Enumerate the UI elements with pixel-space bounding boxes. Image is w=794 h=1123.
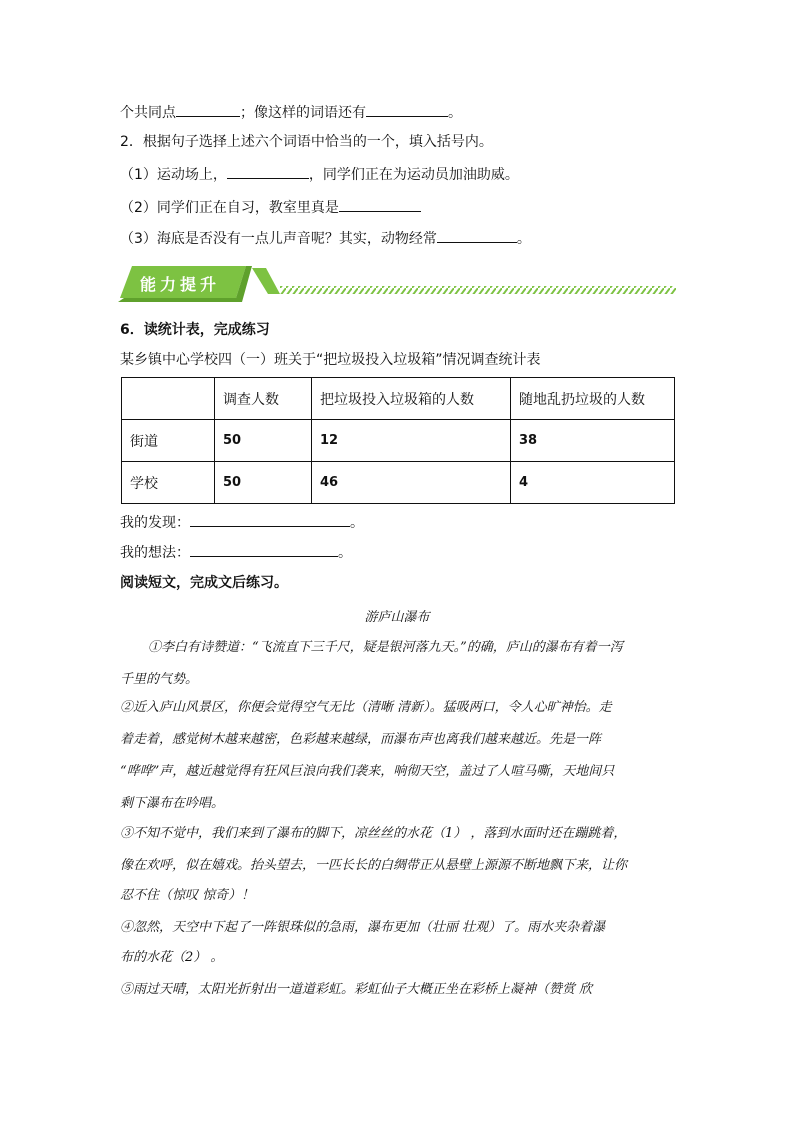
- table-caption: 某乡镇中心学校四（一）班关于“把垃圾投入垃圾箱”情况调查统计表: [120, 352, 541, 368]
- passage-line: 布的水花（2） 。: [120, 950, 224, 965]
- text: ，同学们正在为运动员加油助威。: [308, 167, 519, 183]
- passage-line: ④忽然，天空中下起了一阵银珠似的急雨，瀑布更加（壮丽 壮观）了。雨水夹杂着瀑: [120, 920, 606, 935]
- table-row: [122, 420, 675, 462]
- passage-line: “哗哗”声，越近越觉得有狂风巨浪向我们袭来，响彻天空，盖过了人喧马嘶，天地间只: [120, 764, 615, 779]
- passage-line: 剩下瀑布在吟唱。: [120, 796, 225, 811]
- text: 。: [448, 105, 462, 121]
- question-1-tail: [120, 102, 462, 123]
- section-banner: [118, 264, 678, 304]
- text: 。: [516, 231, 531, 247]
- question-2-item-2: [120, 197, 421, 218]
- passage-line: ②近入庐山风景区，你便会觉得空气无比（清晰 清新）。猛吸两口，令人心旷神怡。走: [120, 700, 612, 715]
- answer-blank[interactable]: [176, 102, 240, 117]
- table-row: [122, 462, 675, 504]
- table-header-cell: 把垃圾投入垃圾箱的人数: [312, 378, 511, 420]
- idea-line: [120, 542, 352, 563]
- table-header-row: [122, 378, 675, 420]
- banner-label: 能力提升: [140, 275, 221, 294]
- question-2-item-1: [120, 164, 519, 185]
- finding-blank[interactable]: [190, 512, 350, 527]
- table-cell: 12: [312, 420, 511, 462]
- text: 我的想法：: [120, 545, 190, 561]
- table-cell: 4: [511, 462, 675, 504]
- passage-line: ③不知不觉中，我们来到了瀑布的脚下，凉丝丝的水花（1） ，落到水面时还在蹦跳着，: [120, 826, 627, 841]
- passage-line: ⑤雨过天晴，太阳光折射出一道道彩虹。彩虹仙子大概正坐在彩桥上凝神（赞赏 欣: [120, 982, 593, 997]
- text: ；像这样的词语还有: [240, 105, 366, 121]
- passage-line: 忍不住（惊叹 惊奇）！: [120, 888, 255, 903]
- text: 。: [338, 545, 352, 561]
- answer-blank[interactable]: [366, 102, 448, 117]
- text: 我的发现：: [120, 515, 190, 531]
- question-6-title: 6．读统计表，完成练习: [120, 322, 270, 338]
- table-header-cell: 调查人数: [215, 378, 312, 420]
- table-cell: 46: [312, 462, 511, 504]
- text: 个共同点: [120, 105, 176, 121]
- table-cell: 38: [511, 420, 675, 462]
- text: （3）海底是否没有一点儿声音呢？其实，动物经常: [120, 231, 437, 247]
- answer-blank[interactable]: [227, 164, 309, 179]
- table-cell-label: 学校: [122, 462, 215, 504]
- passage-line: 千里的气势。: [120, 672, 199, 687]
- text: （1）运动场上，: [120, 167, 227, 183]
- passage-line: ①李白有诗赞道：“飞流直下三千尺，疑是银河落九天。”的确，庐山的瀑布有着一泻: [148, 640, 623, 655]
- table-header-cell: 随地乱扔垃圾的人数: [511, 378, 675, 420]
- question-2-item-3: [120, 228, 531, 249]
- finding-line: [120, 512, 364, 533]
- table-header-cell: [122, 378, 215, 420]
- table-cell-label: 街道: [122, 420, 215, 462]
- passage-line: 着走着，感觉树木越来越密，色彩越来越绿，而瀑布声也离我们越来越近。先是一阵: [120, 732, 602, 747]
- table-cell: 50: [215, 462, 312, 504]
- passage-title: 游庐山瀑布: [364, 610, 430, 625]
- answer-blank[interactable]: [339, 197, 421, 212]
- question-2-title: 2．根据句子选择上述六个词语中恰当的一个，填入括号内。: [120, 134, 493, 150]
- text: 。: [350, 515, 364, 531]
- reading-instruction: 阅读短文，完成文后练习。: [120, 575, 288, 591]
- answer-blank[interactable]: [437, 228, 517, 243]
- idea-blank[interactable]: [190, 542, 338, 557]
- passage-line: 像在欢呼，似在嬉戏。抬头望去，一匹长长的白绸带正从悬壁上源源不断地飘下来，让你: [120, 858, 628, 873]
- statistics-table: [121, 377, 675, 504]
- table-cell: 50: [215, 420, 312, 462]
- text: （2）同学们正在自习，教室里真是: [120, 200, 339, 216]
